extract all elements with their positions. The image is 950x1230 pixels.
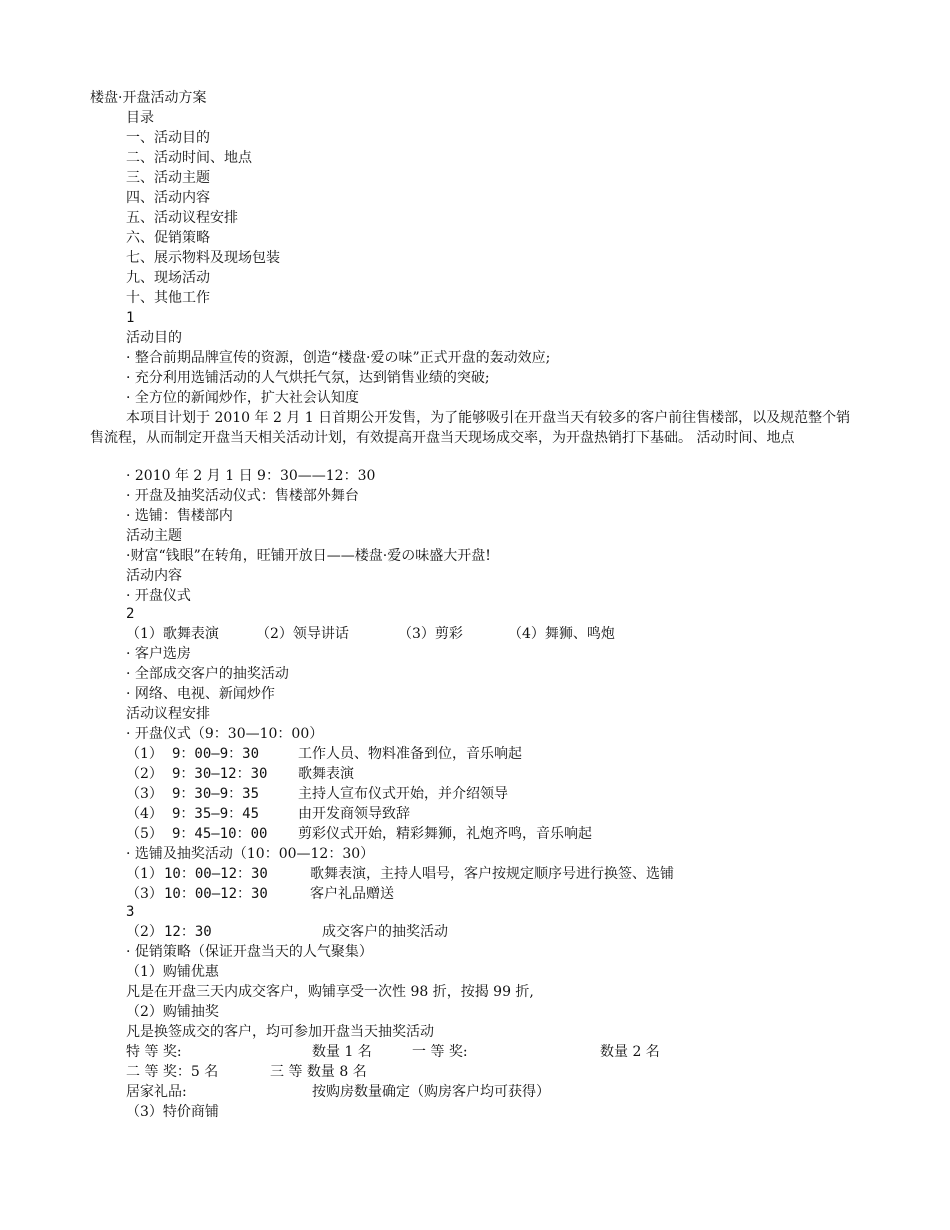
toc-item: 一、活动目的	[126, 130, 210, 146]
agenda-row-desc: 歌舞表演	[298, 766, 354, 782]
agenda-row-no: （2）	[126, 924, 163, 940]
promo-subheading: （1）购铺优惠	[126, 964, 219, 980]
ceremony-item: （2）领导讲话	[256, 626, 349, 642]
prize-quantity: 按购房数量确定（购房客户均可获得）	[312, 1084, 550, 1100]
agenda-row-time: 10：00—12：30	[164, 866, 268, 882]
section-heading-agenda: 活动议程安排	[126, 706, 210, 722]
agenda-row-desc: 主持人宣布仪式开始，并介绍领导	[298, 786, 508, 802]
agenda-row-time: 9：30—9：35	[172, 786, 260, 802]
prize-quantity: 数量 2 名	[600, 1044, 660, 1060]
prize-label: 居家礼品:	[126, 1084, 187, 1100]
purpose-paragraph: 本项目计划于 2010 年 2 月 1 日首期公开发售，为了能够吸引在开盘当天有较多的客户前往售楼部，以及规范整个销售流程，从而制定开盘当天相关活动计划，有效提高开盘当天现场成交率，为开盘热销打下基础。 活动时间、地点	[90, 410, 851, 446]
theme-text: ·财富“钱眼”在转角，旺铺开放日——楼盘·爱の味盛大开盘!	[126, 548, 491, 564]
agenda-row-time: 9：45—10：00	[172, 826, 268, 842]
agenda-subheading: · 选铺及抽奖活动（10：00—12：30）	[126, 846, 375, 862]
content-bullet: · 开盘仪式	[126, 588, 191, 604]
ceremony-item: （3）剪彩	[398, 626, 463, 642]
promo-text: 凡是在开盘三天内成交客户，购铺享受一次性 98 折，按揭 99 折,	[126, 984, 534, 1000]
prize-label: 三 等 数量 8 名	[270, 1064, 367, 1080]
agenda-subheading: · 开盘仪式（9：30—10：00）	[126, 726, 324, 742]
promo-text: 凡是换签成交的客户，均可参加开盘当天抽奖活动	[126, 1024, 434, 1040]
toc-item: 七、展示物料及现场包装	[126, 250, 280, 266]
section-heading-theme: 活动主题	[126, 528, 182, 544]
time-place-item: · 2010 年 2 月 1 日 9：30——12：30	[126, 468, 376, 484]
toc-item: 十、其他工作	[126, 290, 210, 306]
page-number: 3	[126, 904, 135, 920]
agenda-row-no: （1）	[126, 866, 163, 882]
prize-quantity: 数量 1 名	[312, 1044, 372, 1060]
agenda-row-time: 10：00—12：30	[164, 886, 268, 902]
purpose-bullet: · 全方位的新闻炒作，扩大社会认知度	[126, 390, 359, 406]
agenda-row-desc: 由开发商领导致辞	[298, 806, 410, 822]
content-bullet: · 网络、电视、新闻炒作	[126, 686, 275, 702]
section-heading-purpose: 活动目的	[126, 330, 182, 346]
section-heading-promo: · 促销策略（保证开盘当天的人气聚集）	[126, 944, 373, 960]
toc-item: 二、活动时间、地点	[126, 150, 252, 166]
prize-label: 二 等 奖：5 名	[126, 1064, 219, 1080]
promo-subheading: （2）购铺抽奖	[126, 1004, 219, 1020]
agenda-row-desc: 剪彩仪式开始，精彩舞狮，礼炮齐鸣，音乐响起	[298, 826, 592, 842]
content-bullet: · 全部成交客户的抽奖活动	[126, 666, 289, 682]
agenda-row-no: （3）	[126, 786, 163, 802]
toc-item: 三、活动主题	[126, 170, 210, 186]
toc-item: 六、促销策略	[126, 230, 210, 246]
toc-item: 五、活动议程安排	[126, 210, 238, 226]
time-place-item: · 开盘及抽奖活动仪式：售楼部外舞台	[126, 488, 359, 504]
agenda-row-no: （1）	[126, 746, 163, 762]
purpose-bullet: · 整合前期品牌宣传的资源，创造“楼盘·爱の味”正式开盘的轰动效应;	[126, 350, 551, 366]
ceremony-item: （1）歌舞表演	[126, 626, 219, 642]
agenda-row-time: 12：30	[164, 924, 212, 940]
toc-item: 九、现场活动	[126, 270, 210, 286]
toc-item: 四、活动内容	[126, 190, 210, 206]
agenda-row-no: （5）	[126, 826, 163, 842]
ceremony-item: （4）舞狮、鸣炮	[508, 626, 615, 642]
agenda-row-desc: 成交客户的抽奖活动	[322, 924, 448, 940]
content-bullet: · 客户选房	[126, 646, 191, 662]
agenda-row-no: （3）	[126, 886, 163, 902]
agenda-row-time: 9：00—9：30	[172, 746, 260, 762]
agenda-row-desc: 客户礼品赠送	[310, 886, 394, 902]
page-number: 1	[126, 310, 135, 326]
agenda-row-desc: 歌舞表演，主持人唱号，客户按规定顺序号进行换签、选铺	[310, 866, 674, 882]
agenda-row-no: （2）	[126, 766, 163, 782]
agenda-row-desc: 工作人员、物料准备到位，音乐响起	[298, 746, 522, 762]
agenda-row-time: 9：30—12：30	[172, 766, 268, 782]
section-heading-content: 活动内容	[126, 568, 182, 584]
agenda-row-no: （4）	[126, 806, 163, 822]
toc-heading: 目录	[126, 110, 154, 126]
purpose-bullet: · 充分利用选铺活动的人气烘托气氛，达到销售业绩的突破;	[126, 370, 490, 386]
page-number: 2	[126, 606, 135, 622]
promo-subheading: （3）特价商铺	[126, 1104, 219, 1120]
document-title: 楼盘·开盘活动方案	[90, 90, 207, 106]
prize-label: 特 等 奖:	[126, 1044, 182, 1060]
prize-label: 一 等 奖:	[412, 1044, 468, 1060]
time-place-item: · 选铺：售楼部内	[126, 508, 233, 524]
agenda-row-time: 9：35—9：45	[172, 806, 260, 822]
